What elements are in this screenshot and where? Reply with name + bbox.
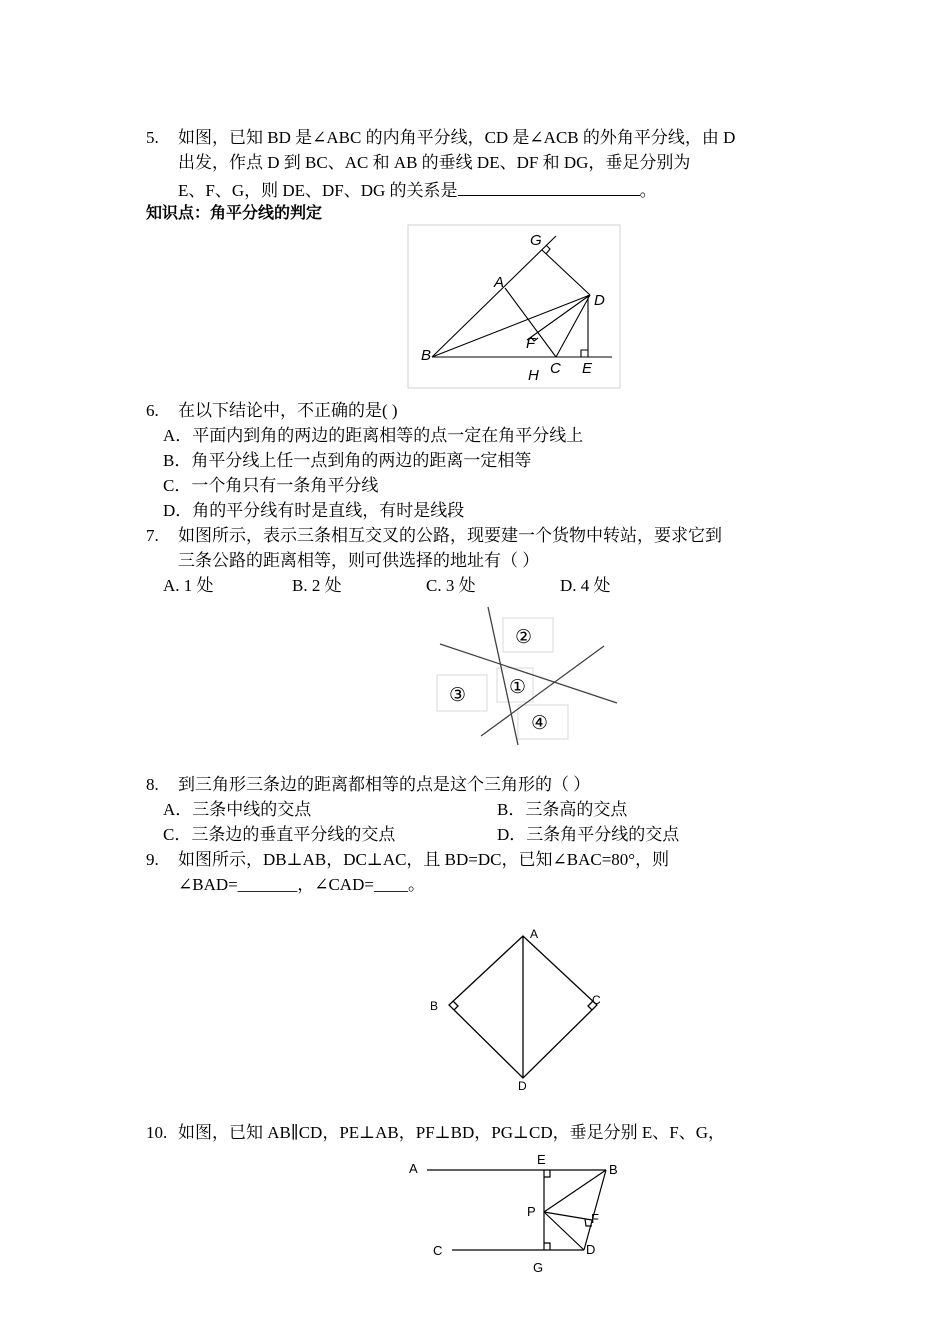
q7-region-1: ① bbox=[509, 677, 527, 698]
q8-option-b[interactable]: B．三条高的交点 bbox=[497, 800, 628, 819]
q5-label-c: C bbox=[550, 360, 561, 377]
q7-region-2: ② bbox=[515, 627, 533, 648]
q8-option-a[interactable]: A．三条中线的交点 bbox=[163, 800, 312, 819]
q9-label-d: D bbox=[518, 1079, 527, 1093]
q7-region-4: ④ bbox=[531, 713, 549, 734]
q5-label-d: D bbox=[594, 292, 605, 309]
q10-label-g: G bbox=[533, 1260, 544, 1275]
q10-label-b: B bbox=[609, 1162, 618, 1177]
q7-line-1: 7. 如图所示，表示三条相互交叉的公路，现要建一个货物中转站，要求它到 bbox=[146, 526, 722, 545]
q9-label-a: A bbox=[530, 927, 539, 941]
q5-label-b: B bbox=[421, 347, 432, 364]
q6-option-a[interactable]: A．平面内到角的两边的距离相等的点一定在角平分线上 bbox=[163, 426, 584, 445]
q10-label-a: A bbox=[409, 1161, 418, 1176]
q5-line-1: 5. 如图，已知 BD 是∠ABC 的内角平分线，CD 是∠ACB 的外角平分线，由 D bbox=[146, 128, 736, 147]
q8-option-d[interactable]: D．三条角平分线的交点 bbox=[497, 825, 680, 844]
q10-label-f: F bbox=[591, 1211, 599, 1226]
q8-stem: 8. 到三角形三条边的距离都相等的点是这个三角形的（ ） bbox=[146, 775, 591, 794]
q9-line-1: 9. 如图所示，DB⊥AB，DC⊥AC，且 BD=DC，已知∠BAC=80°，则 bbox=[146, 850, 670, 869]
q7-option-d[interactable]: D. 4 处 bbox=[560, 576, 611, 595]
q8-option-c[interactable]: C．三条边的垂直平分线的交点 bbox=[163, 825, 396, 844]
q9-label-b: B bbox=[430, 999, 439, 1013]
q6-stem: 6. 在以下结论中，不正确的是( ) bbox=[146, 401, 398, 420]
q10-label-d: D bbox=[586, 1242, 596, 1257]
q10-line-1: 10. 如图，已知 AB∥CD，PE⊥AB，PF⊥BD，PG⊥CD，垂足分别 E、F、G， bbox=[146, 1123, 725, 1142]
q6-option-b[interactable]: B．角平分线上任一点到角的两边的距离一定相等 bbox=[163, 451, 532, 470]
q5-label-g: G bbox=[530, 232, 542, 249]
q6-option-c[interactable]: C．一个角只有一条角平分线 bbox=[163, 476, 379, 495]
q10-label-e: E bbox=[537, 1152, 546, 1167]
q7-option-b[interactable]: B. 2 处 bbox=[292, 576, 342, 595]
q5-label-e: E bbox=[582, 360, 593, 377]
knowledge-point-heading: 知识点：角平分线的判定 bbox=[146, 203, 323, 222]
q7-option-c[interactable]: C. 3 处 bbox=[426, 576, 476, 595]
q5-line-2: 出发，作点 D 到 BC、AC 和 AB 的垂线 DE、DF 和 DG，垂足分别为 bbox=[178, 153, 691, 172]
q5-label-h: H bbox=[528, 367, 539, 384]
q10-label-c: C bbox=[433, 1243, 443, 1258]
q5-line-3: E、F、G，则 DE、DF、DG 的关系是 。 bbox=[178, 177, 657, 202]
q9-line-2: ∠BAD=_______，∠CAD=____。 bbox=[178, 875, 425, 894]
q7-region-3: ③ bbox=[449, 685, 467, 706]
q5-label-f: F bbox=[526, 335, 536, 352]
q9-label-c: C bbox=[592, 993, 601, 1007]
q6-option-d[interactable]: D．角的平分线有时是直线，有时是线段 bbox=[163, 501, 465, 520]
q5-label-a: A bbox=[494, 274, 505, 291]
q7-line-2: 三条公路的距离相等，则可供选择的地址有（ ） bbox=[178, 551, 540, 570]
q10-label-p: P bbox=[527, 1204, 536, 1219]
q7-option-a[interactable]: A. 1 处 bbox=[163, 576, 214, 595]
